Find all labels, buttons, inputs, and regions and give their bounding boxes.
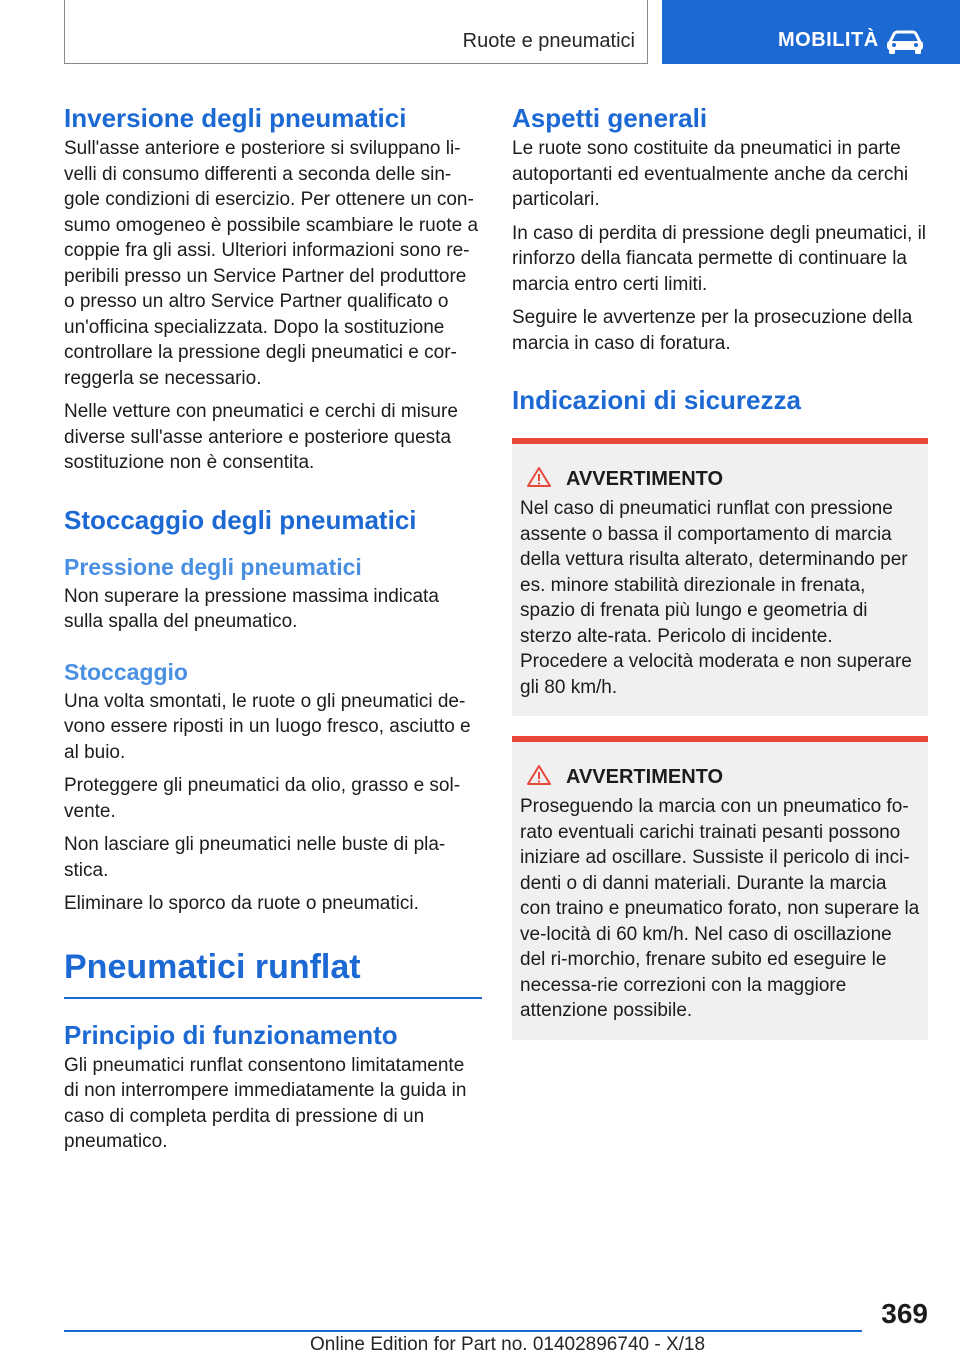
spacer	[64, 484, 482, 504]
heading-runflat-tires: Pneumatici runflat	[64, 947, 361, 986]
header-section-title: Ruote e pneumatici	[462, 30, 635, 52]
paragraph: Le ruote sono costituite da pneumatici in parte autoportanti ed eventualmente anche da cerchi particolari.	[512, 138, 909, 210]
paragraph: Seguire le avvertenze per la prosecuzione della marcia in caso di foratura.	[512, 307, 913, 354]
paragraph: In caso di perdita di pressione degli pneumatici, il rinforzo della fiancata permette di continuare la marcia entro certi limiti.	[512, 222, 927, 295]
warning-title-row	[520, 466, 920, 492]
paragraph: Una volta smontati, le ruote o gli pneumatici de-vono essere riposti in un luogo fresco, asciutto e al buio.	[64, 690, 471, 763]
footer-edition-text: Online Edition for Part no. 01402896740 - X/18	[310, 1334, 706, 1355]
paragraph: Non superare la pressione massima indicata sulla spalla del pneumatico.	[64, 585, 439, 632]
warning-box	[512, 438, 928, 716]
warning-text: Proseguendo la marcia con un pneumatico fo-rato eventuali carichi trainati pesanti possono iniziare ad oscillare. Sussiste il pericolo di inci-denti o di danni materiali. Durante la marcia con traino e pneumatico forato, non superare la ve-locità di 60 km/h. Nel caso di oscillazione del ri-morchio, frenare subito ed eseguire le necessa-rie correzioni con la maggiore attenzione possibile.	[520, 796, 920, 1021]
warning-triangle-icon	[526, 764, 552, 786]
footer-divider	[64, 1330, 862, 1332]
header-mobility-tab[interactable]	[662, 0, 960, 64]
paragraph: Proteggere gli pneumatici da olio, grasso e sol-vente.	[64, 775, 461, 822]
warning-title: AVVERTIMENTO	[566, 468, 724, 490]
heading-tire-pressure: Pressione degli pneumatici	[64, 553, 362, 580]
paragraph: Sull'asse anteriore e posteriore si sviluppano li-velli di consumo differenti a seconda delle sin-gole condizioni di esercizio. Per ottenere un con-sumo omogeneo è possibile scambiare le ruote a coppie fra gli assi. Ulteriori informazioni sono re-peribili presso un Service Partner del produttore o presso un altro Service Partner qualificato o un'officina specializzata. Dopo la sostituzione controllare la pressione degli pneumatici e cor-reggerla se necessario.	[64, 138, 479, 389]
heading-general-aspects: Aspetti generali	[512, 103, 708, 133]
heading-tire-rotation: Inversione degli pneumatici	[64, 103, 407, 133]
warning-title-row	[520, 764, 920, 790]
paragraph: Eliminare lo sporco da ruote o pneumatici.	[64, 893, 419, 914]
warning-text: Nel caso di pneumatici runflat con pressione assente o bassa il comportamento di marcia della vettura risulta alterato, determinando per es. minore stabilità direzionale in frenata, spazio di frenata più lungo e geometria di sterzo alte-rata. Pericolo di incidente. Procedere a velocità moderata e non superare gli 80 km/h.	[520, 498, 912, 698]
paragraph: Nelle vetture con pneumatici e cerchi di misure diverse sull'asse anteriore e posteriore questa sostituzione non è consentita.	[64, 401, 458, 473]
right-column	[512, 102, 928, 1050]
heading-safety-notes: Indicazioni di sicurezza	[512, 385, 801, 415]
heading-tire-storage: Stoccaggio degli pneumatici	[64, 504, 417, 535]
page-number: 369	[881, 1298, 928, 1329]
header-tab-label: MOBILITÀ	[778, 29, 879, 51]
heading-divider	[64, 997, 482, 999]
warning-title: AVVERTIMENTO	[566, 766, 724, 788]
heading-storage: Stoccaggio	[64, 658, 188, 685]
header-section-box	[64, 0, 648, 64]
warning-box	[512, 736, 928, 1040]
paragraph: Gli pneumatici runflat consentono limitatamente di non interrompere immediatamente la guida in caso di completa perdita di pressione di un pneumatico.	[64, 1054, 467, 1152]
spacer	[512, 364, 928, 384]
heading-operating-principle: Principio di funzionamento	[64, 1019, 398, 1050]
car-icon	[884, 29, 926, 55]
left-column	[64, 102, 482, 1163]
paragraph: Non lasciare gli pneumatici nelle buste di pla-stica.	[64, 834, 446, 881]
warning-triangle-icon	[526, 466, 552, 488]
